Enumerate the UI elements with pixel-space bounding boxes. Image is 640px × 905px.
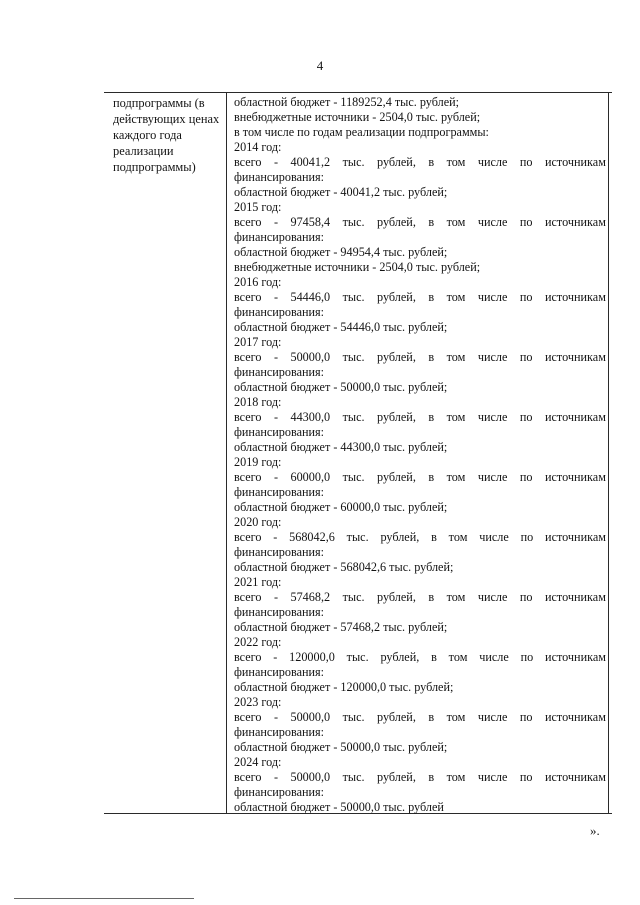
financing-total-word: 40041,2: [290, 155, 331, 169]
financing-total-line: [234, 215, 608, 230]
financing-text-line: областной бюджет - 57468,2 тыс. рублей;: [234, 620, 448, 634]
financing-total-word: в: [431, 650, 437, 664]
financing-text-line: 2014 год:: [234, 140, 282, 154]
financing-total-word: -: [273, 770, 278, 784]
financing-total-word: источникам: [545, 410, 606, 424]
footer-rule: [14, 898, 194, 899]
financing-total-word: 60000,0: [290, 470, 331, 484]
financing-total-word: по: [519, 470, 533, 484]
financing-text-line: 2015 год:: [234, 200, 282, 214]
financing-total-line: [234, 590, 608, 605]
financing-text-line: финансирования:: [234, 785, 325, 799]
financing-text-line: 2022 год:: [234, 635, 282, 649]
closing-mark: ».: [590, 823, 600, 838]
financing-total-word: в: [428, 410, 435, 424]
financing-total-word: числе: [477, 710, 508, 724]
financing-total-word: -: [273, 590, 278, 604]
financing-total-word: рублей,: [380, 530, 420, 544]
financing-text-line: областной бюджет - 44300,0 тыс. рублей;: [234, 440, 448, 454]
financing-total-word: 57468,2: [290, 590, 331, 604]
financing-total-word: том: [446, 590, 466, 604]
financing-total-word: числе: [479, 530, 509, 544]
financing-total-word: всего: [234, 290, 262, 304]
financing-total-word: по: [519, 770, 533, 784]
financing-total-word: в: [428, 590, 435, 604]
financing-total-word: тыс.: [342, 470, 365, 484]
financing-total-word: всего: [234, 155, 262, 169]
financing-total-line: [234, 470, 608, 485]
financing-text-line: финансирования:: [234, 425, 325, 439]
financing-total-word: источникам: [545, 530, 606, 544]
financing-total-word: числе: [477, 770, 508, 784]
financing-total-word: по: [519, 350, 533, 364]
financing-total-word: -: [273, 350, 278, 364]
financing-total-word: по: [519, 410, 533, 424]
financing-text-line: областной бюджет - 94954,4 тыс. рублей;: [234, 245, 448, 259]
financing-total-word: числе: [477, 590, 508, 604]
financing-text-line: 2016 год:: [234, 275, 282, 289]
financing-total-word: в: [428, 770, 435, 784]
financing-total-word: 50000,0: [290, 770, 331, 784]
financing-total-line: [234, 650, 608, 665]
financing-total-word: числе: [477, 350, 508, 364]
financing-total-word: рублей,: [377, 470, 416, 484]
table-right-cell: [227, 93, 609, 813]
financing-text-line: финансирования:: [234, 485, 325, 499]
financing-text-line: финансирования:: [234, 665, 325, 679]
financing-text-line: финансирования:: [234, 725, 325, 739]
financing-text-line: 2019 год:: [234, 455, 282, 469]
financing-total-word: источникам: [545, 590, 606, 604]
financing-text-line: областной бюджет - 40041,2 тыс. рублей;: [234, 185, 448, 199]
financing-total-word: источникам: [545, 215, 606, 229]
financing-text-line: областной бюджет - 54446,0 тыс. рублей;: [234, 320, 448, 334]
financing-total-word: -: [273, 470, 278, 484]
financing-total-word: том: [448, 650, 468, 664]
left-cell-line: подпрограммы (в: [113, 96, 205, 110]
financing-total-line: [234, 290, 608, 305]
financing-total-word: по: [520, 530, 534, 544]
financing-text-line: финансирования:: [234, 545, 325, 559]
financing-total-word: числе: [477, 470, 508, 484]
financing-text-line: 2017 год:: [234, 335, 282, 349]
financing-total-word: в: [431, 530, 437, 544]
financing-total-word: всего: [234, 650, 262, 664]
financing-total-word: 97458,4: [290, 215, 331, 229]
financing-total-word: всего: [234, 215, 262, 229]
financing-total-line: [234, 770, 608, 785]
financing-total-line: [234, 410, 608, 425]
financing-total-word: в: [428, 710, 435, 724]
financing-total-word: -: [273, 530, 278, 544]
financing-total-word: рублей,: [377, 410, 416, 424]
financing-total-word: -: [273, 710, 278, 724]
financing-total-word: рублей,: [380, 650, 420, 664]
left-cell-line: реализации: [113, 144, 174, 158]
financing-total-word: -: [273, 650, 278, 664]
financing-total-word: по: [519, 590, 533, 604]
financing-total-word: всего: [234, 470, 262, 484]
financing-text-line: областной бюджет - 60000,0 тыс. рублей;: [234, 500, 448, 514]
financing-total-word: тыс.: [346, 650, 369, 664]
financing-total-word: тыс.: [342, 215, 365, 229]
financing-total-word: тыс.: [342, 770, 365, 784]
financing-total-word: рублей,: [377, 290, 416, 304]
financing-total-word: том: [446, 710, 466, 724]
financing-total-word: всего: [234, 350, 262, 364]
financing-total-line: [234, 530, 608, 545]
financing-total-word: всего: [234, 710, 262, 724]
financing-total-word: числе: [477, 155, 508, 169]
financing-total-word: рублей,: [377, 770, 416, 784]
left-cell-line: каждого года: [113, 128, 182, 142]
financing-text-line: 2024 год:: [234, 755, 282, 769]
financing-total-word: тыс.: [342, 290, 365, 304]
financing-total-word: -: [273, 215, 278, 229]
financing-text-line: финансирования:: [234, 365, 325, 379]
financing-text-line: финансирования:: [234, 170, 325, 184]
financing-text-line: областной бюджет - 50000,0 тыс. рублей;: [234, 740, 448, 754]
financing-total-word: том: [446, 410, 466, 424]
financing-total-word: тыс.: [342, 155, 365, 169]
financing-total-word: 50000,0: [290, 350, 331, 364]
financing-total-word: в: [428, 470, 435, 484]
financing-total-word: 568042,6: [289, 530, 335, 544]
financing-total-word: рублей,: [377, 590, 416, 604]
financing-total-word: том: [446, 770, 466, 784]
financing-text-line: областной бюджет - 50000,0 тыс. рублей: [234, 800, 444, 814]
financing-total-line: [234, 710, 608, 725]
financing-table: [104, 92, 612, 814]
financing-total-word: в: [428, 215, 435, 229]
financing-text-line: внебюджетные источники - 2504,0 тыс. рублей;: [234, 260, 481, 274]
financing-text-line: финансирования:: [234, 305, 325, 319]
financing-total-word: числе: [479, 650, 509, 664]
financing-total-line: [234, 155, 608, 170]
financing-total-word: 54446,0: [290, 290, 331, 304]
financing-total-word: по: [519, 215, 533, 229]
financing-text-line: 2018 год:: [234, 395, 282, 409]
financing-total-word: рублей,: [377, 215, 416, 229]
financing-total-word: по: [520, 650, 534, 664]
financing-total-word: числе: [477, 215, 508, 229]
left-cell-line: подпрограммы): [113, 160, 196, 174]
financing-total-word: тыс.: [342, 710, 365, 724]
financing-total-word: источникам: [545, 770, 606, 784]
financing-total-word: 50000,0: [290, 710, 331, 724]
financing-total-word: всего: [234, 530, 262, 544]
financing-text-line: внебюджетные источники - 2504,0 тыс. рублей;: [234, 110, 481, 124]
financing-total-word: всего: [234, 770, 262, 784]
financing-text-line: финансирования:: [234, 230, 325, 244]
financing-text-line: в том числе по годам реализации подпрограммы:: [234, 125, 489, 139]
financing-total-word: рублей,: [377, 350, 416, 364]
financing-text-line: областной бюджет - 568042,6 тыс. рублей;: [234, 560, 454, 574]
page-number: 4: [316, 58, 324, 73]
financing-total-word: том: [448, 530, 468, 544]
financing-text-line: 2021 год:: [234, 575, 282, 589]
financing-total-word: источникам: [545, 350, 606, 364]
financing-total-word: рублей,: [377, 710, 416, 724]
financing-total-line: [234, 350, 608, 365]
financing-total-word: тыс.: [342, 410, 365, 424]
financing-total-word: 120000,0: [289, 650, 335, 664]
financing-total-word: том: [446, 350, 466, 364]
financing-text-line: областной бюджет - 1189252,4 тыс. рублей;: [234, 95, 460, 109]
financing-total-word: источникам: [545, 290, 606, 304]
financing-total-word: том: [446, 215, 466, 229]
financing-total-word: в: [428, 350, 435, 364]
financing-total-word: в: [428, 155, 435, 169]
financing-text-line: финансирования:: [234, 605, 325, 619]
financing-text-line: 2020 год:: [234, 515, 282, 529]
financing-total-word: том: [446, 290, 466, 304]
financing-total-word: числе: [477, 410, 508, 424]
financing-total-word: рублей,: [377, 155, 416, 169]
financing-total-word: -: [273, 290, 278, 304]
financing-total-word: тыс.: [342, 590, 365, 604]
financing-total-word: том: [446, 155, 466, 169]
financing-total-word: по: [519, 155, 533, 169]
financing-text-line: 2023 год:: [234, 695, 282, 709]
financing-total-word: числе: [477, 290, 508, 304]
financing-total-word: по: [519, 710, 533, 724]
financing-total-word: том: [446, 470, 466, 484]
financing-total-word: всего: [234, 410, 262, 424]
financing-total-word: всего: [234, 590, 262, 604]
table-left-cell: [104, 93, 227, 813]
financing-total-word: по: [519, 290, 533, 304]
financing-total-word: тыс.: [346, 530, 369, 544]
financing-text-line: областной бюджет - 50000,0 тыс. рублей;: [234, 380, 448, 394]
financing-text-line: областной бюджет - 120000,0 тыс. рублей;: [234, 680, 454, 694]
financing-total-word: источникам: [545, 710, 606, 724]
left-cell-line: действующих ценах: [113, 112, 220, 126]
financing-total-word: источникам: [545, 650, 606, 664]
financing-total-word: источникам: [545, 470, 606, 484]
financing-total-word: 44300,0: [290, 410, 331, 424]
financing-total-word: -: [273, 410, 278, 424]
financing-total-word: тыс.: [342, 350, 365, 364]
financing-total-word: -: [273, 155, 278, 169]
financing-total-word: источникам: [545, 155, 606, 169]
financing-total-word: в: [428, 290, 435, 304]
